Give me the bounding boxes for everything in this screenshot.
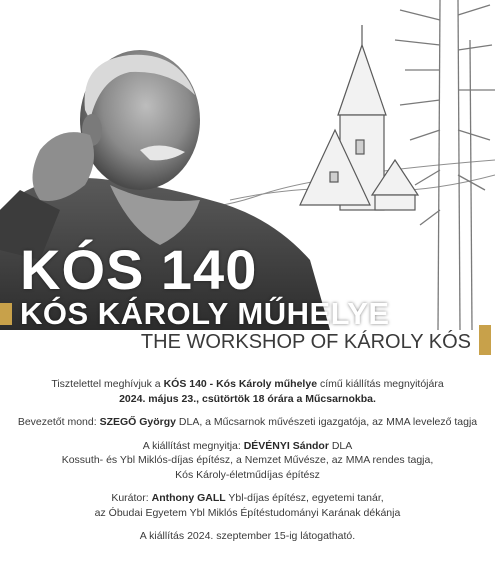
curator-paragraph	[0, 491, 495, 520]
event-date: 2024. május 23., csütörtök 18 órára a Műcsarnokba.	[119, 392, 376, 405]
curator-pre: Kurátor:	[111, 492, 152, 504]
invitation-line1-post: című kiállítás megnyitójára	[317, 378, 444, 390]
invitation-text	[0, 377, 495, 553]
opening-pre: A kiállítást megnyitja:	[142, 439, 244, 452]
intro-paragraph	[0, 415, 495, 430]
opening-paragraph	[0, 439, 495, 483]
title-main: KÓS 140	[20, 238, 258, 301]
curator-line2: az Óbudai Egyetem Ybl Miklós Építéstudományi Karának dékánja	[94, 506, 401, 519]
exhibition-name: KÓS 140 - Kós Károly műhelye	[163, 378, 318, 390]
invitation-paragraph	[0, 377, 495, 406]
opening-line3: Kós Károly-életműdíjas építész	[175, 468, 320, 481]
title-sub: KÓS KÁROLY MŰHELYE	[20, 296, 390, 330]
curator-name: Anthony GALL	[151, 492, 226, 504]
opening-speaker: DÉVÉNYI Sándor	[243, 439, 329, 452]
gold-accent-right	[479, 325, 491, 355]
opening-line2: Kossuth- és Ybl Miklós-díjas építész, a Nemzet Művésze, az MMA rendes tagja,	[61, 454, 434, 466]
title-english: THE WORKSHOP OF KÁROLY KÓS	[140, 331, 471, 353]
gold-accent-left	[0, 303, 12, 325]
curator-post: Ybl-díjas építész, egyetemi tanár,	[225, 492, 384, 504]
church-sketch	[300, 25, 418, 210]
trees-sketch	[395, 0, 495, 330]
visit-paragraph	[0, 529, 495, 544]
invitation-line1-pre: Tisztelettel meghívjuk a	[51, 378, 164, 390]
visit-text: A kiállítás 2024. szeptember 15-ig látogatható.	[139, 530, 356, 542]
intro-speaker: SZEGŐ György	[99, 416, 176, 428]
intro-pre: Bevezetőt mond:	[17, 416, 100, 428]
intro-post: DLA, a Műcsarnok művészeti igazgatója, az MMA levelező tagja	[176, 416, 478, 428]
opening-post: DLA	[328, 439, 353, 452]
